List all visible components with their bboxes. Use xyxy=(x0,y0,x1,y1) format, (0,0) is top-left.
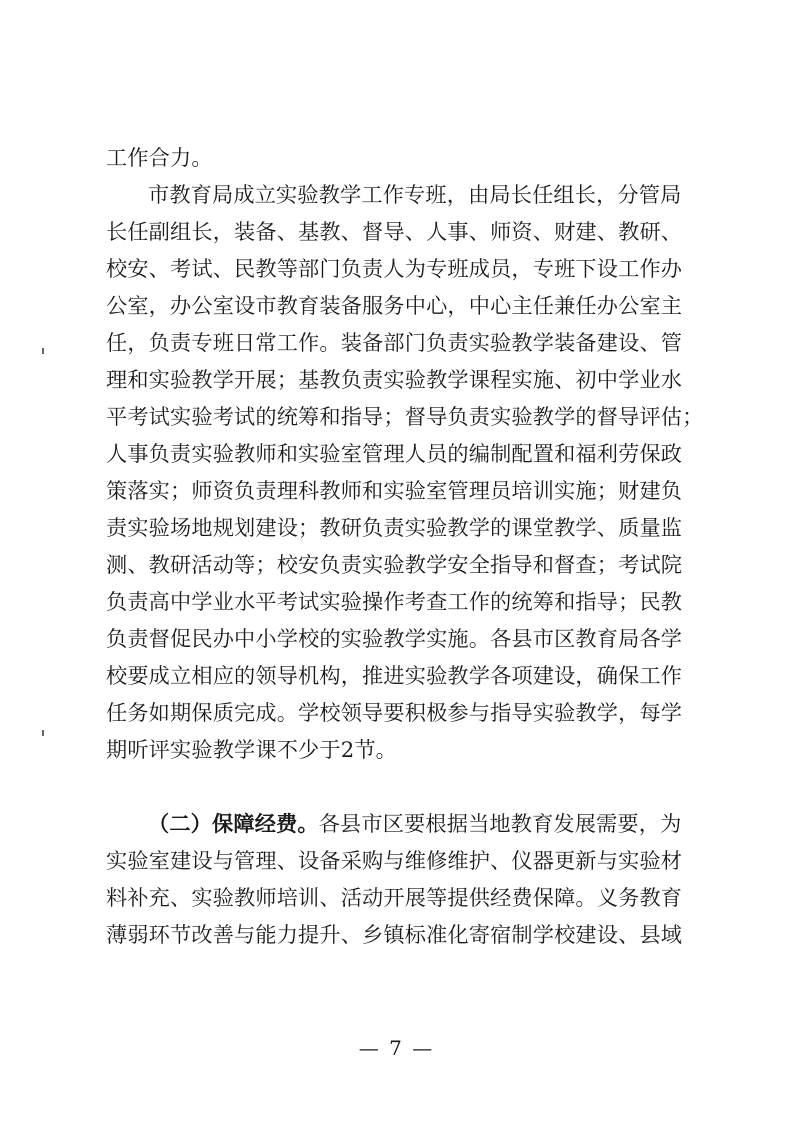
page-number: — 7 — xyxy=(358,1036,435,1060)
scan-mark xyxy=(42,730,44,736)
paragraph-line: 平考试实验考试的统筹和指导；督导负责实验教学的督导评估； xyxy=(106,404,704,429)
paragraph-line: 理和实验教学开展；基教负责实验教学课程实施、初中学业水 xyxy=(106,367,683,392)
section-text: 各县市区要根据当地教育发展需要，为 xyxy=(318,811,682,836)
paragraph-line xyxy=(106,775,686,799)
paragraph-line: 人事负责实验教师和实验室管理人员的编制配置和福利劳保政 xyxy=(106,441,683,466)
paragraph-line: 策落实；师资负责理科教师和实验室管理员培训实施；财建负 xyxy=(106,478,683,503)
paragraph-line: 测、教研活动等；校安负责实验教学安全指导和督查；考试院 xyxy=(106,552,683,577)
scan-mark xyxy=(42,348,44,354)
paragraph-line: 任务如期保质完成。学校领导要积极参与指导实验教学，每学 xyxy=(106,700,683,725)
paragraph-line: 工作合力。 xyxy=(106,145,213,170)
section-heading: （二）保障经费。 xyxy=(148,811,319,836)
paragraph-line: 实验室建设与管理、设备采购与维修维护、仪器更新与实验材 xyxy=(106,848,683,873)
paragraph-line: 市教育局成立实验教学工作专班，由局长任组长，分管局 xyxy=(148,182,682,207)
paragraph-line: 薄弱环节改善与能力提升、乡镇标准化寄宿制学校建设、县域 xyxy=(106,922,683,947)
paragraph-line: 责实验场地规划建设；教研负责实验教学的课堂教学、质量监 xyxy=(106,515,683,540)
paragraph-line: 校安、考试、民教等部门负责人为专班成员，专班下设工作办 xyxy=(106,256,683,281)
paragraph-line: 校要成立相应的领导机构，推进实验教学各项建设，确保工作 xyxy=(106,663,683,688)
paragraph-line: 期听评实验教学课不少于2节。 xyxy=(106,737,398,762)
paragraph-line: 负责高中学业水平考试实验操作考查工作的统筹和指导；民教 xyxy=(106,589,683,614)
paragraph-line: 公室，办公室设市教育装备服务中心，中心主任兼任办公室主 xyxy=(106,293,683,318)
paragraph-line: 负责督促民办中小学校的实验教学实施。各县市区教育局各学 xyxy=(106,626,683,651)
paragraph-line: 长任副组长，装备、基教、督导、人事、师资、财建、教研、 xyxy=(106,219,683,244)
paragraph-line: 任，负责专班日常工作。装备部门负责实验教学装备建设、管 xyxy=(106,330,683,355)
paragraph-line: 料补充、实验教师培训、活动开展等提供经费保障。义务教育 xyxy=(106,885,683,910)
section-first-line xyxy=(106,812,728,836)
